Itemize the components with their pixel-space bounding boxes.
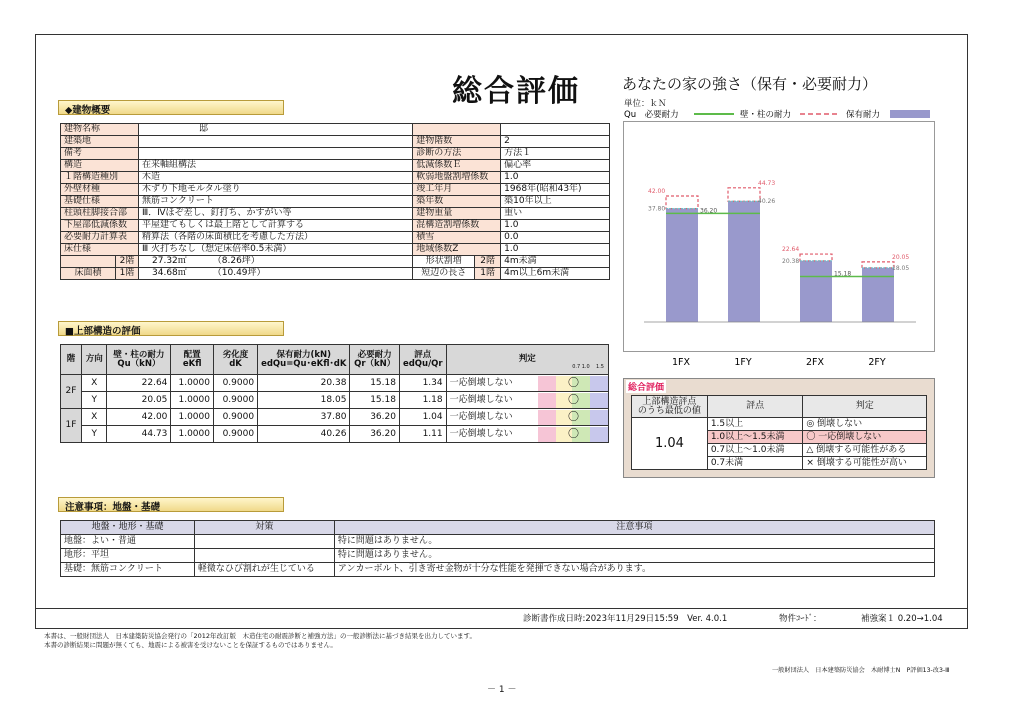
reinforcement-plan: 補強案１ 0.20→1.04	[861, 614, 943, 624]
ekfl-cell: 1.0000	[171, 426, 214, 443]
notes-table	[60, 520, 935, 577]
bar-qu-outline	[728, 188, 760, 201]
notes-section-label: 注意事項：地盤・基礎	[58, 497, 284, 512]
x-tick-label: 2FY	[868, 357, 886, 368]
created-date: 診断書作成日時:2023年11月29日15:59 Ver. 4.0.1	[523, 614, 728, 624]
upper-row	[61, 426, 609, 443]
score-meter	[538, 376, 608, 391]
edqu-cell: 18.05	[258, 392, 350, 409]
qr-cell: 36.20	[350, 426, 400, 443]
notes-caution: 特に問題はありません。	[334, 535, 934, 549]
floor-area-label	[61, 256, 116, 267]
qu-cell: 42.00	[107, 409, 171, 426]
judgement-text: 一応倒壊しない	[449, 411, 513, 422]
chart-x-axis	[623, 352, 935, 370]
upper-structure-table	[60, 344, 609, 443]
notes-row	[61, 535, 935, 549]
x-tick-label: 1FY	[734, 357, 752, 368]
overall-range: 1.5以上	[707, 418, 803, 431]
building-row	[61, 232, 610, 244]
upper-header: 保有耐力(kN) edQu=Qu･eKfl･dK	[258, 345, 350, 375]
building-value: 邸	[139, 124, 413, 136]
label-edqu: 20.38	[782, 257, 800, 265]
chart-area	[623, 121, 935, 352]
ekfl-cell: 1.0000	[171, 409, 214, 426]
label-edqu: 37.80	[648, 205, 666, 213]
page-title: 総合評価	[452, 74, 580, 109]
building-value-2: 0.0	[501, 232, 610, 244]
ekfl-cell: 1.0000	[171, 375, 214, 392]
notes-ground: 地形：平坦	[61, 549, 195, 563]
bar-edqu	[666, 209, 698, 322]
building-key: １階構造種別	[61, 172, 139, 184]
score-marker: 〇	[568, 392, 579, 406]
legend-edqu-label: 保有耐力	[846, 110, 881, 120]
page-number: － 1 －	[487, 685, 517, 695]
notes-measure	[194, 535, 334, 549]
building-value: 平屋建てもしくは最上階として計算する	[139, 220, 413, 232]
upper-row	[61, 409, 609, 426]
building-value-2: 1968年(昭和43年)	[501, 184, 610, 196]
bar-edqu	[800, 261, 832, 322]
overall-range: 1.0以上～1.5未満	[707, 431, 803, 444]
building-key: 建築地	[61, 136, 139, 148]
overall-row	[632, 418, 927, 431]
disclaimer-1: 本書は、一般財団法人 日本建築防災協会発行の「2012年改訂版 木造住宅の耐震診断と補強方法」の一般診断法に基づき結果を出力しています。	[44, 632, 477, 640]
dk-cell: 0.9000	[213, 426, 257, 443]
score-cell: 1.11	[399, 426, 446, 443]
judgement-cell	[446, 392, 608, 409]
organization: 一般財団法人 日本建築防災協会 木耐博士N P評価13-改3-Ⅲ	[772, 667, 950, 674]
building-value: Ⅲ．Ⅳほぞ差し、釘打ち、かすがい等	[139, 208, 413, 220]
score-cell: 1.18	[399, 392, 446, 409]
notes-header: 注意事項	[334, 521, 934, 535]
building-value: 木造	[139, 172, 413, 184]
upper-header: 壁・柱の耐力 Qu（kN）	[107, 345, 171, 375]
shape-value: 4m以上6m未満	[501, 268, 610, 280]
building-value-2: 方法１	[501, 148, 610, 160]
building-key-2: 軟弱地盤割増係数	[413, 172, 501, 184]
notes-caution: 特に問題はありません。	[334, 549, 934, 563]
notes-row	[61, 549, 935, 563]
direction-cell: X	[81, 375, 106, 392]
overall-label: 総合評価	[626, 380, 666, 393]
building-key-2: 建物重量	[413, 208, 501, 220]
direction-cell: X	[81, 409, 106, 426]
overall-evaluation-box	[623, 378, 935, 478]
overall-table	[631, 395, 927, 470]
qr-cell: 15.18	[350, 375, 400, 392]
score-marker: 〇	[568, 409, 579, 423]
building-key: 構造	[61, 160, 139, 172]
building-key-2: 建物階数	[413, 136, 501, 148]
notes-header: 地盤・地形・基礎	[61, 521, 195, 535]
notes-measure	[194, 549, 334, 563]
bar-qu-outline	[800, 254, 832, 261]
building-value: Ⅲ 火打ちなし（想定床倍率0.5未満）	[139, 244, 413, 256]
property-code-label: 物件ｺｰﾄﾞ：	[779, 614, 822, 624]
score-cell: 1.34	[399, 375, 446, 392]
building-key-2: 地域係数Z	[413, 244, 501, 256]
score-meter	[538, 427, 608, 442]
label-qu: 20.05	[892, 253, 910, 261]
dk-cell: 0.9000	[213, 375, 257, 392]
overall-header: 判定	[803, 396, 927, 418]
qu-cell: 44.73	[107, 426, 171, 443]
label-qu: 44.73	[758, 179, 776, 187]
floor-cell: 1F	[61, 409, 82, 443]
floor-label: 1階	[116, 268, 138, 279]
shape-key: 短辺の長さ 1階	[413, 268, 501, 280]
notes-measure: 軽微なひび割れが生じている	[194, 563, 334, 577]
building-key-2: 積雪	[413, 232, 501, 244]
upper-header: 必要耐力 Qr（kN）	[350, 345, 400, 375]
label-qu: 42.00	[648, 188, 666, 195]
floor-label: 2階	[116, 256, 138, 267]
building-value-2: 1.0	[501, 244, 610, 256]
edqu-cell: 40.26	[258, 426, 350, 443]
floor-area-value: 34.68㎡ （10.49坪）	[139, 268, 413, 280]
building-key: 外壁材種	[61, 184, 139, 196]
upper-header: 判定 0.7 1.0 1.5	[446, 345, 608, 375]
building-key: 建物名称	[61, 124, 139, 136]
label-qr: 36.20	[700, 207, 718, 215]
building-value: 在来軸組構法	[139, 160, 413, 172]
score-marker: 〇	[568, 375, 579, 389]
direction-cell: Y	[81, 426, 106, 443]
building-key: 下屋部低減係数	[61, 220, 139, 232]
upper-header: 配置 eKfl	[171, 345, 214, 375]
label-edqu: 18.05	[892, 264, 910, 272]
label-qu: 22.64	[782, 246, 800, 254]
building-row	[61, 160, 610, 172]
judgement-text: 一応倒壊しない	[449, 377, 513, 388]
judgement-text: 一応倒壊しない	[449, 394, 513, 405]
upper-header: 評点 edQu/Qr	[399, 345, 446, 375]
floor-cell: 2F	[61, 375, 82, 409]
building-value: 木ずり下地モルタル塗り	[139, 184, 413, 196]
disclaimer-2: 本書の診断結果に問題が無くても、地震による被害を受けないことを保証するものではありません。	[44, 641, 337, 649]
floor-area-row	[61, 268, 610, 280]
legend-edqu-swatch	[890, 110, 930, 118]
notes-header: 対策	[194, 521, 334, 535]
score-cell: 1.04	[399, 409, 446, 426]
building-overview-table	[60, 123, 610, 280]
building-value	[139, 148, 413, 160]
shape-key: 形状割増 2階	[413, 256, 501, 268]
building-row	[61, 184, 610, 196]
building-section-label: ◆建物概要	[58, 100, 284, 115]
upper-header: 方向	[81, 345, 106, 375]
upper-row	[61, 375, 609, 392]
dk-cell: 0.9000	[213, 409, 257, 426]
notes-caution: アンカーボルト、引き寄せ金物が十分な性能を発揮できない場合があります。	[334, 563, 934, 577]
label-edqu: 40.26	[758, 198, 776, 206]
judgement-cell	[446, 426, 608, 443]
legend-qu-label: 壁・柱の耐力	[740, 110, 792, 120]
chart-title: あなたの家の強さ（保有・必要耐力）	[622, 75, 878, 93]
building-value-2: 1.0	[501, 220, 610, 232]
building-value-2: 1.0	[501, 172, 610, 184]
building-row	[61, 220, 610, 232]
label-qr: 15.18	[834, 270, 852, 278]
qu-cell: 20.05	[107, 392, 171, 409]
qr-cell: 15.18	[350, 392, 400, 409]
floor-area-row	[61, 256, 610, 268]
building-key-2: 低減係数Ｅ	[413, 160, 501, 172]
building-value-2: 偏心率	[501, 160, 610, 172]
bar-qu-outline	[666, 196, 698, 209]
building-key: 備考	[61, 148, 139, 160]
building-key: 柱頭柱脚接合部	[61, 208, 139, 220]
upper-header: 階	[61, 345, 82, 375]
legend-qr-label: Qu 必要耐力	[624, 110, 679, 120]
x-tick-label: 1FX	[671, 357, 691, 368]
overall-judgement: 〇 一応倒壊しない	[803, 431, 927, 444]
chart-legend	[622, 107, 942, 120]
judgement-cell	[446, 375, 608, 392]
score-meter	[538, 410, 608, 425]
score-marker: 〇	[568, 426, 579, 440]
building-row	[61, 208, 610, 220]
building-value-2: 築10年以上	[501, 196, 610, 208]
building-value: 精算法（各階の床面積比を考慮した方法）	[139, 232, 413, 244]
overall-judgement: × 倒壊する可能性が高い	[803, 457, 927, 470]
building-value-2: 2	[501, 136, 610, 148]
upper-section-label: ■上部構造の評価	[58, 321, 284, 336]
building-key-2: 診断の方法	[413, 148, 501, 160]
judgement-text: 一応倒壊しない	[449, 428, 513, 439]
building-key-2: 築年数	[413, 196, 501, 208]
qu-cell: 22.64	[107, 375, 171, 392]
upper-header: 劣化度 dK	[213, 345, 257, 375]
notes-ground: 基礎：無筋コンクリート	[61, 563, 195, 577]
overall-min-value: 1.04	[632, 418, 708, 470]
bar-edqu	[728, 201, 760, 322]
qr-cell: 36.20	[350, 409, 400, 426]
chart-unit: 単位：ｋＮ	[624, 99, 667, 109]
notes-ground: 地盤：よい・普通	[61, 535, 195, 549]
building-row	[61, 148, 610, 160]
building-row	[61, 124, 610, 136]
building-key: 床仕様	[61, 244, 139, 256]
building-key: 必要耐力計算表	[61, 232, 139, 244]
judgement-cell	[446, 409, 608, 426]
building-value-2: 重い	[501, 208, 610, 220]
direction-cell: Y	[81, 392, 106, 409]
x-tick-label: 2FX	[805, 357, 825, 368]
shape-value: 4m未満	[501, 256, 610, 268]
building-row	[61, 172, 610, 184]
overall-judgement: △ 倒壊する可能性がある	[803, 444, 927, 457]
notes-row	[61, 563, 935, 577]
upper-row	[61, 392, 609, 409]
building-row	[61, 244, 610, 256]
ekfl-cell: 1.0000	[171, 392, 214, 409]
building-key-2: 混構造割増係数	[413, 220, 501, 232]
bar-qu-outline	[862, 262, 894, 268]
building-value	[139, 136, 413, 148]
score-meter	[538, 393, 608, 408]
building-key: 基礎仕様	[61, 196, 139, 208]
building-value-2	[501, 124, 610, 136]
overall-judgement: ◎ 倒壊しない	[803, 418, 927, 431]
building-row	[61, 136, 610, 148]
building-key-2	[413, 124, 501, 136]
overall-header: 上部構造評点 のうち最低の値	[632, 396, 708, 418]
dk-cell: 0.9000	[213, 392, 257, 409]
building-value: 無筋コンクリート	[139, 196, 413, 208]
score-scale-labels: 0.7 1.0 1.5	[572, 364, 604, 370]
overall-range: 0.7以上～1.0未満	[707, 444, 803, 457]
overall-header: 評点	[707, 396, 803, 418]
edqu-cell: 37.80	[258, 409, 350, 426]
footer-divider	[35, 608, 968, 609]
floor-area-label: 床面積	[61, 268, 116, 279]
building-key-2: 竣工年月	[413, 184, 501, 196]
overall-range: 0.7未満	[707, 457, 803, 470]
edqu-cell: 20.38	[258, 375, 350, 392]
floor-area-value: 27.32㎡ （8.26坪）	[139, 256, 413, 268]
building-row	[61, 196, 610, 208]
